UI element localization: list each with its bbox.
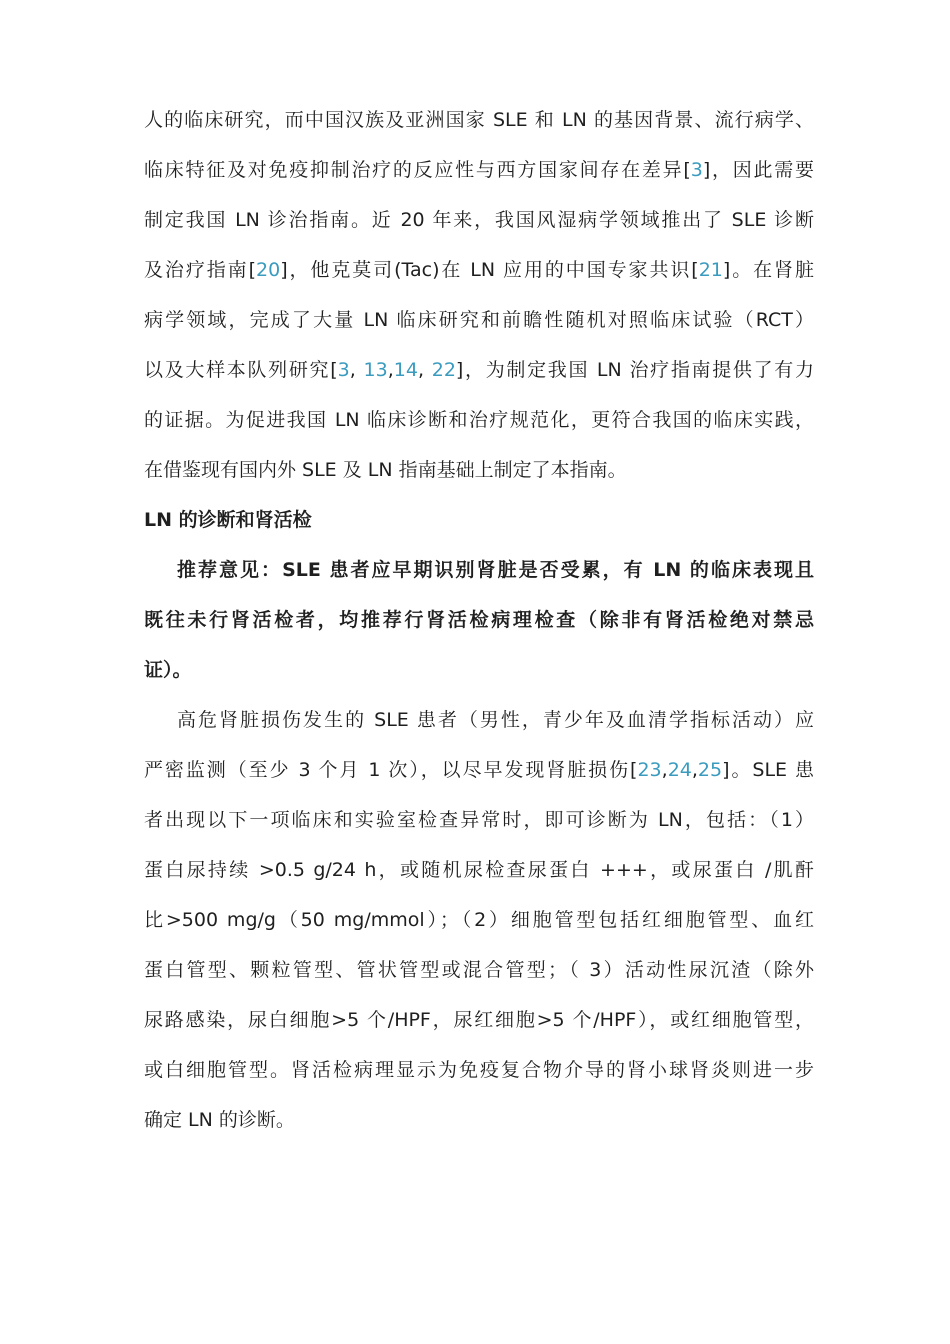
body-line-2 — [144, 758, 814, 782]
citation-separator: , — [661, 759, 668, 781]
body-line-2-text-a: 严密监测（至少 3 个月 1 次），以尽早发现肾脏损伤[ — [144, 759, 638, 781]
intro-line-4 — [144, 258, 814, 282]
body-line-4: 蛋白尿持续 >0.5 g/24 h，或随机尿检查尿蛋白 +++，或尿蛋白 /肌酐 — [144, 859, 814, 881]
citation-separator: , — [349, 359, 364, 381]
citation-link[interactable]: 20 — [256, 259, 281, 281]
intro-line-6-text-a: 以及大样本队列研究[ — [144, 359, 338, 381]
citation-link[interactable]: 21 — [698, 259, 723, 281]
citation-separator: , — [691, 759, 698, 781]
citation-link[interactable]: 3 — [690, 159, 703, 181]
intro-line-5: 病学领域，完成了大量 LN 临床研究和前瞻性随机对照临床试验（RCT） — [144, 309, 814, 331]
intro-line-2 — [144, 158, 814, 182]
intro-line-1: 人的临床研究，而中国汉族及亚洲国家 SLE 和 LN 的基因背景、流行病学、 — [144, 109, 814, 131]
intro-line-4-text-c: ]。在肾脏 — [722, 259, 814, 281]
body-line-5: 比>500 mg/g（50 mg/mmol）；（2）细胞管型包括红细胞管型、血红 — [144, 909, 814, 931]
recommendation-line-2: 既往未行肾活检者，均推荐行肾活检病理检查（除非有肾活检绝对禁忌 — [144, 609, 814, 631]
intro-line-6-text-b: ]，为制定我国 LN 治疗指南提供了有力 — [455, 359, 814, 381]
intro-line-8: 在借鉴现有国内外 SLE 及 LN 指南基础上制定了本指南。 — [144, 459, 627, 481]
intro-line-7: 的证据。为促进我国 LN 临床诊断和治疗规范化，更符合我国的临床实践， — [144, 409, 814, 431]
citation-link[interactable]: 22 — [431, 359, 456, 381]
body-line-2-text-b: ]。SLE 患 — [722, 759, 814, 781]
citation-separator: , — [387, 359, 394, 381]
citation-link[interactable]: 3 — [337, 359, 350, 381]
body-line-3: 者出现以下一项临床和实验室检查异常时，即可诊断为 LN，包括：（1） — [144, 809, 814, 831]
citation-separator: , — [417, 359, 432, 381]
section-heading: LN 的诊断和肾活检 — [144, 509, 312, 531]
intro-line-4-text-b: ]，他克莫司(Tac)在 LN 应用的中国专家共识[ — [280, 259, 699, 281]
citation-link[interactable]: 13 — [363, 359, 388, 381]
body-line-6: 蛋白管型、颗粒管型、管状管型或混合管型；（ 3）活动性尿沉渣（除外 — [144, 959, 814, 981]
intro-line-2-text-a: 临床特征及对免疫抑制治疗的反应性与西方国家间存在差异[ — [144, 159, 691, 181]
citation-link[interactable]: 23 — [637, 759, 662, 781]
citation-link[interactable]: 14 — [393, 359, 418, 381]
citation-link[interactable]: 25 — [697, 759, 723, 781]
body-line-9: 确定 LN 的诊断。 — [144, 1109, 295, 1131]
body-line-7: 尿路感染，尿白细胞>5 个/HPF，尿红细胞>5 个/HPF），或红细胞管型， — [144, 1009, 814, 1031]
intro-line-4-text-a: 及治疗指南[ — [144, 259, 256, 281]
body-line-8: 或白细胞管型。肾活检病理显示为免疫复合物介导的肾小球肾炎则进一步 — [144, 1059, 814, 1081]
intro-line-2-text-b: ]，因此需要 — [702, 159, 814, 181]
recommendation-line-1: 推荐意见：SLE 患者应早期识别肾脏是否受累，有 LN 的临床表现且 — [177, 559, 814, 581]
recommendation-line-3: 证）。 — [144, 659, 192, 681]
intro-line-3: 制定我国 LN 诊治指南。近 20 年来，我国风湿病学领域推出了 SLE 诊断 — [144, 209, 814, 231]
intro-line-6 — [144, 358, 814, 382]
body-line-1: 高危肾脏损伤发生的 SLE 患者（男性，青少年及血清学指标活动）应 — [177, 709, 814, 731]
citation-link[interactable]: 24 — [667, 759, 692, 781]
